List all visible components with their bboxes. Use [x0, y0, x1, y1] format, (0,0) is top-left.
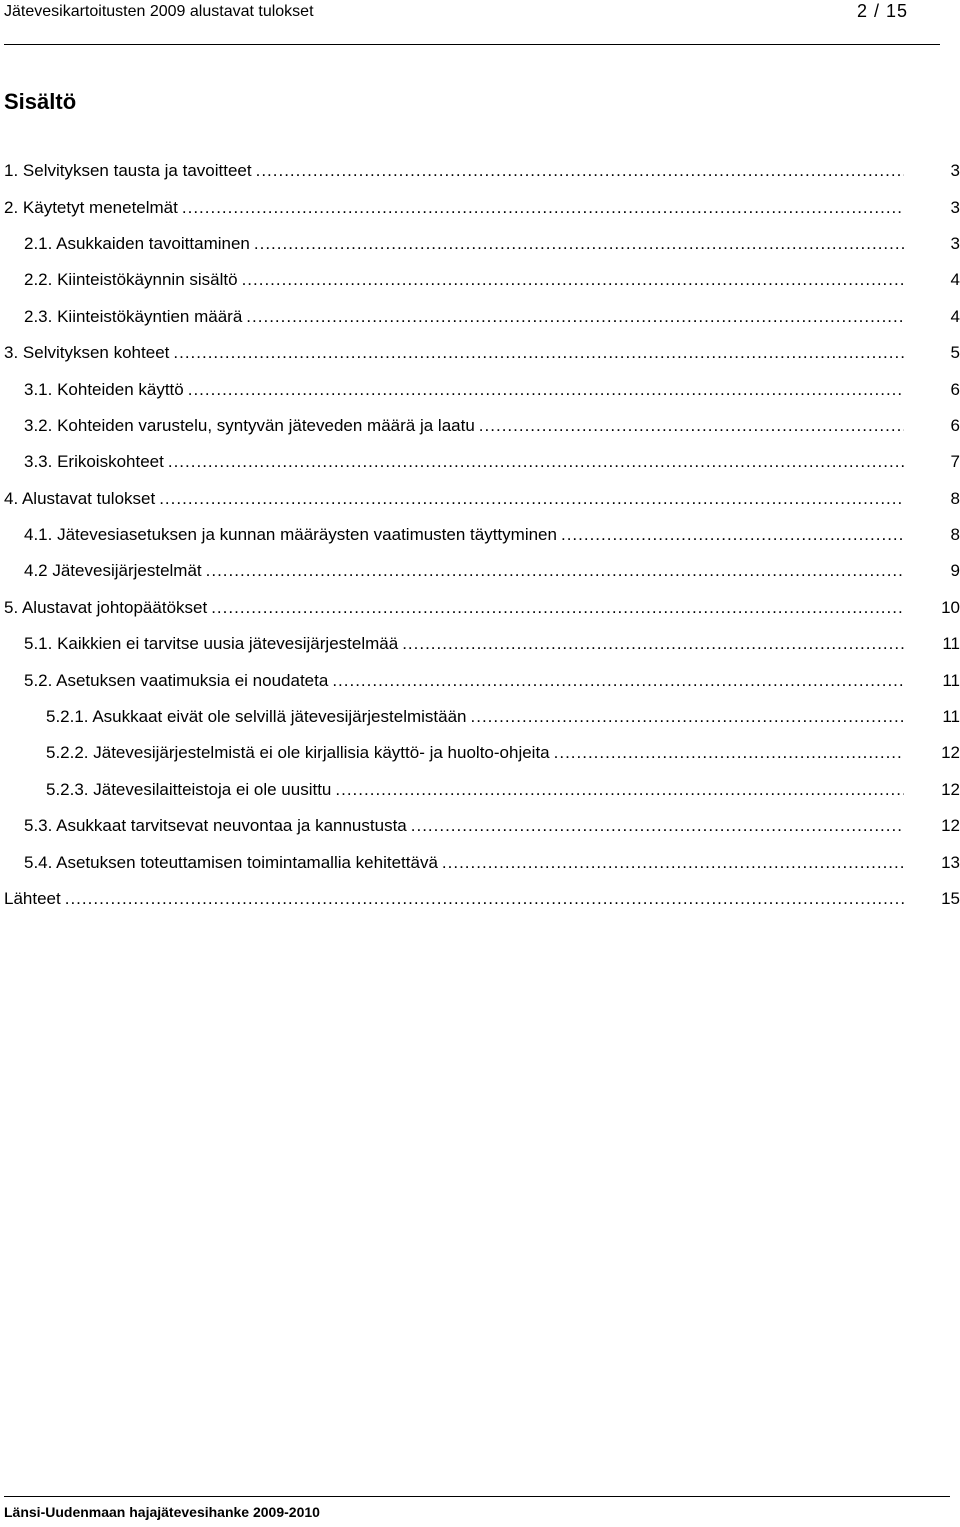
toc-entry[interactable]	[0, 335, 960, 371]
toc-entry-title[interactable]: 4. Alustavat tulokset	[4, 488, 156, 508]
toc-page-cell	[906, 597, 960, 619]
toc-entry[interactable]	[0, 844, 960, 880]
toc-dot-leader	[173, 342, 904, 364]
toc-entry-page-number[interactable]: 11	[942, 634, 960, 654]
toc-dot-leader	[442, 852, 904, 874]
toc-page-cell	[906, 706, 960, 728]
toc-heading: Sisältö	[4, 89, 77, 114]
toc-dot-leader	[242, 269, 904, 291]
toc-entry-title[interactable]: 5.2.1. Asukkaat eivät ole selvillä jätevesijärjestelmistään	[46, 707, 467, 727]
toc-page-cell	[906, 379, 960, 401]
toc-page-cell	[906, 197, 960, 219]
toc-dot-leader	[561, 524, 904, 546]
toc-entry-page-number[interactable]: 12	[941, 816, 960, 836]
toc-dot-leader	[411, 815, 904, 837]
toc-page-cell	[906, 815, 960, 837]
toc-entry-page-number[interactable]: 4	[950, 306, 960, 326]
toc-dot-leader	[159, 488, 904, 510]
toc-entry[interactable]	[0, 626, 960, 662]
toc-entry-title[interactable]: 5. Alustavat johtopäätökset	[4, 597, 208, 617]
toc-page-cell	[906, 670, 960, 692]
toc-page-cell	[906, 524, 960, 546]
toc-entry-page-number[interactable]: 6	[950, 415, 960, 435]
toc-entry[interactable]	[0, 444, 960, 480]
toc-entry-title[interactable]: 1. Selvityksen tausta ja tavoitteet	[4, 161, 252, 181]
toc-dot-leader	[402, 633, 904, 655]
toc-page-cell	[906, 742, 960, 764]
toc-entry-title[interactable]: 2.3. Kiinteistökäyntien määrä	[24, 306, 243, 326]
toc-entry-page-number[interactable]: 9	[950, 561, 960, 581]
toc-entry-title[interactable]: 4.1. Jätevesiasetuksen ja kunnan määräysten vaatimusten täyttyminen	[24, 525, 557, 545]
toc-entry-page-number[interactable]: 3	[950, 197, 960, 217]
toc-entry-title[interactable]: 3.3. Erikoiskohteet	[24, 452, 164, 472]
page-footer	[4, 1496, 950, 1527]
toc-page-cell	[906, 488, 960, 510]
toc-entry-title[interactable]: 3.1. Kohteiden käyttö	[24, 379, 184, 399]
toc-entry-page-number[interactable]: 12	[941, 743, 960, 763]
toc-dot-leader	[211, 597, 904, 619]
toc-entry-page-number[interactable]: 3	[950, 233, 960, 253]
toc-entry-title[interactable]: 4.2 Jätevesijärjestelmät	[24, 561, 202, 581]
toc-entry-page-number[interactable]: 11	[942, 670, 960, 690]
toc-dot-leader	[256, 160, 904, 182]
toc-entry-title[interactable]: 5.1. Kaikkien ei tarvitse uusia jätevesijärjestelmää	[24, 634, 399, 654]
toc-entry-page-number[interactable]: 3	[950, 161, 960, 181]
toc-dot-leader	[335, 779, 904, 801]
toc-entry[interactable]	[0, 153, 960, 189]
toc-dot-leader	[206, 560, 904, 582]
toc-entry-page-number[interactable]: 13	[941, 852, 960, 872]
toc-dot-leader	[471, 706, 905, 728]
toc-dot-leader	[246, 306, 904, 328]
toc-dot-leader	[554, 742, 904, 764]
toc-entry-title[interactable]: 3. Selvityksen kohteet	[4, 343, 170, 363]
table-of-contents	[0, 153, 960, 917]
toc-page-cell	[906, 560, 960, 582]
toc-dot-leader	[168, 451, 904, 473]
toc-entry[interactable]	[0, 699, 960, 735]
toc-entry[interactable]	[0, 189, 960, 225]
footer-text: Länsi-Uudenmaan hajajätevesihanke 2009-2010	[4, 1504, 320, 1520]
toc-page-cell	[906, 342, 960, 364]
toc-page-cell	[906, 415, 960, 437]
page-header	[4, 0, 940, 45]
toc-entry[interactable]	[0, 808, 960, 844]
document-title: Jätevesikartoitusten 2009 alustavat tulokset	[4, 3, 314, 20]
toc-entry[interactable]	[0, 481, 960, 517]
toc-page-cell	[906, 779, 960, 801]
toc-entry-title[interactable]: Lähteet	[4, 889, 61, 908]
toc-dot-leader	[332, 670, 904, 692]
toc-entry-page-number[interactable]: 8	[950, 488, 960, 508]
page-indicator: 2 / 15	[856, 1, 908, 21]
toc-entry-title[interactable]: 2.1. Asukkaiden tavoittaminen	[24, 233, 250, 253]
toc-dot-leader	[479, 415, 904, 437]
toc-entry-title[interactable]: 5.2. Asetuksen vaatimuksia ei noudateta	[24, 670, 329, 690]
toc-entry[interactable]	[0, 408, 960, 444]
toc-dot-leader	[188, 379, 904, 401]
toc-entry-page-number[interactable]: 10	[941, 597, 960, 617]
toc-entry[interactable]	[0, 299, 960, 335]
toc-entry-page-number[interactable]: 8	[950, 525, 960, 545]
toc-entry-title[interactable]: 5.4. Asetuksen toteuttamisen toimintamallia kehitettävä	[24, 852, 438, 872]
toc-page-cell	[906, 451, 960, 473]
toc-entry[interactable]	[0, 735, 960, 771]
toc-page-cell	[906, 852, 960, 874]
toc-entry[interactable]	[0, 517, 960, 553]
toc-entry[interactable]	[0, 553, 960, 589]
toc-entry[interactable]	[0, 262, 960, 298]
toc-entry-title[interactable]: 5.2.3. Jätevesilaitteistoja ei ole uusittu	[46, 779, 332, 799]
toc-page-cell	[906, 160, 960, 182]
toc-entry-page-number[interactable]: 5	[950, 343, 960, 363]
toc-entry[interactable]	[0, 371, 960, 407]
toc-dot-leader	[254, 233, 904, 255]
toc-entry-title[interactable]: 5.2.2. Jätevesijärjestelmistä ei ole kirjallisia käyttö- ja huolto-ohjeita	[46, 743, 550, 763]
toc-entry[interactable]	[0, 590, 960, 626]
toc-entry-title[interactable]: 3.2. Kohteiden varustelu, syntyvän jäteveden määrä ja laatu	[24, 415, 475, 435]
toc-page-cell	[906, 633, 960, 655]
toc-dot-leader	[65, 888, 904, 910]
toc-entry[interactable]	[0, 881, 960, 917]
toc-entry-page-number[interactable]: 15	[941, 889, 960, 908]
toc-page-cell	[906, 233, 960, 255]
toc-entry-title[interactable]: 2. Käytetyt menetelmät	[4, 197, 178, 217]
toc-entry-page-number[interactable]: 7	[950, 452, 960, 472]
toc-entry-page-number[interactable]: 4	[950, 270, 960, 290]
toc-page-cell	[906, 306, 960, 328]
toc-entry-page-number[interactable]: 11	[942, 707, 960, 727]
toc-page-cell	[906, 888, 960, 910]
toc-entry-page-number[interactable]: 12	[941, 779, 960, 799]
toc-entry-page-number[interactable]: 6	[950, 379, 960, 399]
toc-entry-title[interactable]: 5.3. Asukkaat tarvitsevat neuvontaa ja kannustusta	[24, 816, 407, 836]
toc-entry[interactable]	[0, 772, 960, 808]
toc-dot-leader	[182, 197, 904, 219]
toc-entry[interactable]	[0, 662, 960, 698]
toc-entry[interactable]	[0, 226, 960, 262]
toc-page-cell	[906, 269, 960, 291]
toc-entry-title[interactable]: 2.2. Kiinteistökäynnin sisältö	[24, 270, 238, 290]
